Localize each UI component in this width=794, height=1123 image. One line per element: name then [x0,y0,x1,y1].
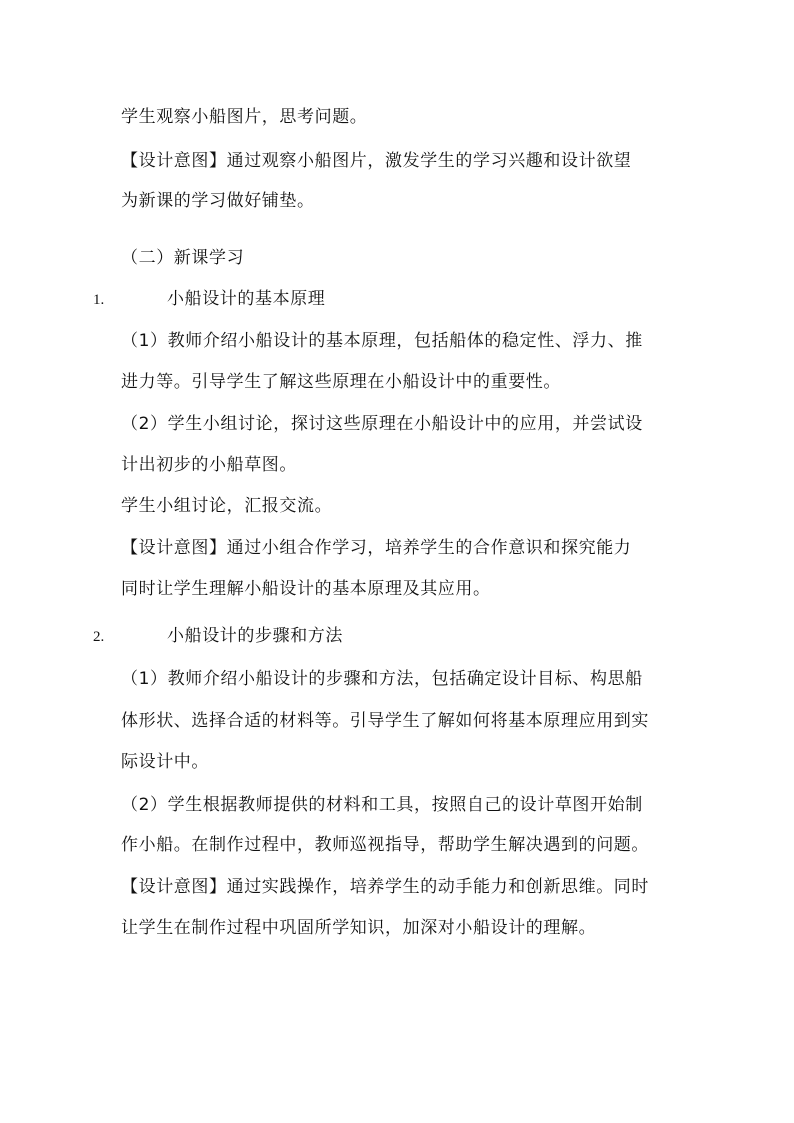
item-1-step-2-line-2: 计出初步的小船草图。 [121,455,297,475]
item-1-design-intent-line-1: 【设计意图】通过小组合作学习，培养学生的合作意识和探究能力 [121,538,632,558]
item-1-step-2-line-1: （2）学生小组讨论，探讨这些原理在小船设计中的应用，并尝试设 [121,414,643,434]
item-1-step-1-line-1: （1）教师介绍小船设计的基本原理，包括船体的稳定性、浮力、推 [121,331,643,351]
item-1-design-intent-line-2: 同时让学生理解小船设计的基本原理及其应用。 [121,579,491,599]
item-2-design-intent-line-1: 【设计意图】通过实践操作，培养学生的动手能力和创新思维。同时 [121,877,649,897]
item-1-activity-text: 学生小组讨论，汇报交流。 [121,496,333,516]
item-2-step-2-line-2: 作小船。在制作过程中，教师巡视指导，帮助学生解决遇到的问题。 [121,835,649,855]
item-2-heading: 小船设计的步骤和方法 [167,626,343,646]
item-1-number: 1. [93,292,105,308]
intro-observe-text: 学生观察小船图片，思考问题。 [121,107,368,127]
intro-design-intent-line-1: 【设计意图】通过观察小船图片，激发学生的学习兴趣和设计欲望 [121,151,632,171]
item-1-heading: 小船设计的基本原理 [167,289,326,309]
item-2-step-1-line-2: 体形状、选择合适的材料等。引导学生了解如何将基本原理应用到实 [121,711,649,731]
item-2-design-intent-line-2: 让学生在制作过程中巩固所学知识，加深对小船设计的理解。 [121,918,597,938]
item-1-step-1-line-2: 进力等。引导学生了解这些原理在小船设计中的重要性。 [121,372,561,392]
item-2-number: 2. [93,629,105,645]
intro-design-intent-line-2: 为新课的学习做好铺垫。 [121,191,315,211]
item-2-step-2-line-1: （2）学生根据教师提供的材料和工具，按照自己的设计草图开始制 [121,795,643,815]
item-2-step-1-line-1: （1）教师介绍小船设计的步骤和方法，包括确定设计目标、构思船 [121,669,643,689]
item-2-step-1-line-3: 际设计中。 [121,752,209,772]
section-heading: （二）新课学习 [121,248,245,268]
